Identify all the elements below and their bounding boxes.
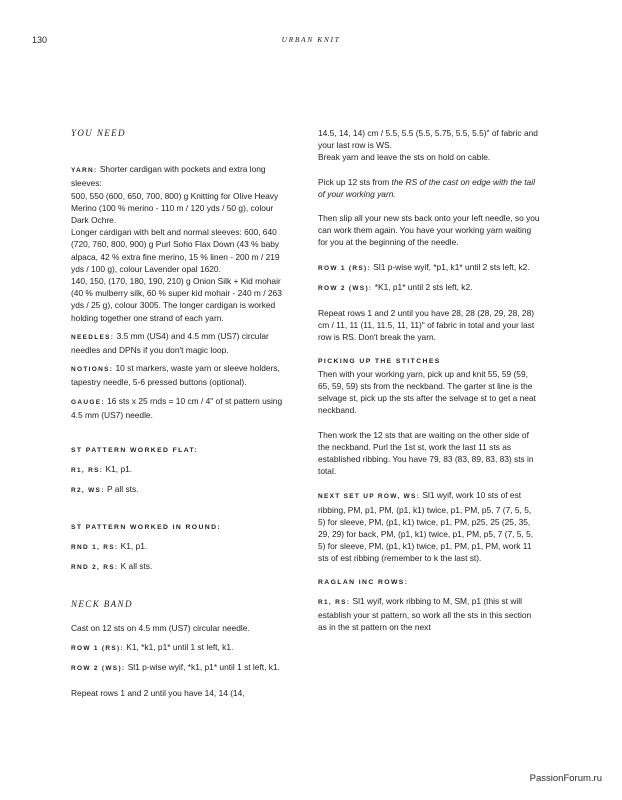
flat-row-1-label: R1, RS: <box>71 467 104 475</box>
right-column <box>318 127 540 634</box>
right-row-1 <box>318 261 540 275</box>
gauge-text: 16 sts x 25 rnds = 10 cm / 4" of st pattern using 4.5 mm (US7) needle. <box>71 395 283 420</box>
gauge-label: GAUGE: <box>71 398 105 406</box>
round-row-2 <box>71 560 289 574</box>
yarn-shorter: 500, 550 (600, 650, 700, 800) g Knitting for Olive Heavy Merino (100 % merino - 110 m / 120 yds / 50 g), colour Dark Ochre. <box>71 190 279 226</box>
page-number: 130 <box>32 35 48 45</box>
notions-paragraph <box>71 362 289 388</box>
setup-row-text: Sl1 wyif, work 10 sts of est ribbing, PM, p1, PM, (p1, k1) twice, p1, PM, p5, 7 (7, 5, 5, 5) for sleeve, PM, (p1, k1) twice, p1, PM, p25, 25 (25, 35, 29, 29) for back, PM, (p1, k1) twice, p1, PM, p5, 7 (7, 5, 5, 5) for sleeve, PM, (p1, k1) twice, p1, PM, p1, PM, work 11 sts of est ribbing (remember to k the last st). <box>318 490 534 564</box>
flat-row-2-label: R2, WS: <box>71 487 105 495</box>
flat-row-2 <box>71 483 289 497</box>
neck-repeat: Repeat rows 1 and 2 until you have 14, 14 (14, <box>71 688 245 699</box>
round-row-2-text: K all sts. <box>120 561 153 572</box>
right-row-2-label: ROW 2 (WS): <box>318 284 373 292</box>
needles-text: 3.5 mm (US4) and 4.5 mm (US7) circular needles and DPNs if you don't magic loop. <box>71 330 269 356</box>
neck-row-1-label: ROW 1 (RS): <box>71 644 124 652</box>
raglan-row-1-text: Sl1 wyif, work ribbing to M, SM, p1 (this st will establish your st pattern, so work all the sts in this section as in the st pattern on the next <box>318 595 532 633</box>
round-row-1-label: RND 1, RS: <box>71 543 119 551</box>
other-side-paragraph: Then work the 12 sts that are waiting on the other side of the neckband. Purl the 1st st, work the last 11 sts as established ribbing. You have 79, 83 (83, 89, 83, 83) sts in total. <box>318 429 534 477</box>
pick-up-italic-text: the RS of the cast on edge with the tail of your working yarn. <box>318 176 535 199</box>
gauge-paragraph <box>71 395 289 421</box>
right-row-2-text: *K1, p1* until 2 sts left, k2. <box>374 281 473 292</box>
round-pattern-heading: ST PATTERN WORKED IN ROUND: <box>71 523 222 531</box>
picking-up-heading: PICKING UP THE STITCHES <box>318 357 441 365</box>
break-yarn-text: Break yarn and leave the sts on hold on cable. <box>318 152 491 163</box>
round-row-2-label: RND 2, RS: <box>71 564 119 572</box>
flat-row-1-text: K1, p1. <box>105 464 133 475</box>
round-row-1-text: K1, p1. <box>120 540 148 551</box>
running-title: URBAN KNIT <box>281 35 341 44</box>
notions-label: NOTIONS: <box>71 366 114 374</box>
setup-row <box>318 489 540 564</box>
neck-row-1 <box>71 641 289 655</box>
left-column <box>71 127 289 699</box>
flat-row-1 <box>71 463 289 477</box>
round-row-1 <box>71 540 289 554</box>
yarn-silk: 140, 150, (170, 180, 190, 210) g Onion Silk + Kid mohair (40 % mulberry silk, 60 % super kid mohair - 240 m / 263 yds / 25 g), colour 3005. The longer cardigan is worked holding together one strand of each yarn. <box>71 276 282 323</box>
yarn-label: YARN: <box>71 167 98 175</box>
flat-pattern-heading: ST PATTERN WORKED FLAT: <box>71 447 198 455</box>
repeat-paragraph: Repeat rows 1 and 2 until you have 28, 28 (28, 29, 28, 28) cm / 11, 11 (11, 11.5, 11, 11)" of fabric in total and your last row is RS. Don't break the yarn. <box>318 308 535 343</box>
right-row-1-label: ROW 1 (RS): <box>318 264 371 272</box>
slip-paragraph: Then slip all your new sts back onto your left needle, so you can work them again. You have your working yarn waiting for you at the beginning of the needle. <box>318 213 540 248</box>
raglan-row-1-label: R1, RS: <box>318 598 351 606</box>
raglan-row-1 <box>318 595 540 634</box>
raglan-heading: RAGLAN INC ROWS: <box>318 578 409 586</box>
neck-row-1-text: K1, *k1, p1* until 1 st left, k1. <box>126 641 234 652</box>
neck-row-2-text: Sl1 p-wise wyif, *k1, p1* until 1 st left, k1. <box>127 661 280 672</box>
neck-band-heading: NECK BAND <box>71 599 133 610</box>
yarn-paragraph <box>71 163 289 324</box>
neck-row-2-label: ROW 2 (WS): <box>71 664 126 672</box>
setup-row-label: NEXT SET UP ROW, WS: <box>318 493 421 501</box>
continued-text: 14.5, 14, 14) cm / 5.5, 5.5 (5.5, 5.75, 5.5, 5.5)" of fabric and your last row is WS. <box>318 128 538 151</box>
notions-text: 10 st markers, waste yarn or sleeve holders, tapestry needle, 5-6 pressed buttons (optional). <box>71 363 280 388</box>
right-row-2 <box>318 281 540 295</box>
picking-up-text: Then with your working yarn, pick up and knit 55, 59 (59, 65, 59, 59) sts from the neckband. The garter st line is the selvage st, pick up the sts after the selvage st to get a neat neckband. <box>318 368 536 416</box>
pick-up-text: Pick up 12 sts from <box>318 176 392 187</box>
yarn-intro: Shorter cardigan with pockets and extra long sleeves: <box>71 164 266 189</box>
neck-row-2 <box>71 661 289 675</box>
you-need-heading: YOU NEED <box>71 128 126 138</box>
right-row-1-text: Sl1 p-wise wyif, *p1, k1* until 2 sts left, k2. <box>373 261 530 272</box>
pick-up-paragraph <box>318 176 540 200</box>
watermark: PassionForum.ru <box>529 773 602 784</box>
neck-cast-on: Cast on 12 sts on 4.5 mm (US7) circular needle. <box>71 623 250 634</box>
needles-label: NEEDLES: <box>71 333 115 341</box>
flat-row-2-text: P all sts. <box>106 484 139 495</box>
yarn-longer: Longer cardigan with belt and normal sleeves: 600, 640 (720, 760, 800, 900) g Purl Soho Flax Down (43 % baby alpaca, 42 % extra fine merino, 15 % linen - 200 m / 219 yds / 100 g), colour Lavender opal 1620. <box>71 227 280 274</box>
needles-paragraph <box>71 330 289 356</box>
